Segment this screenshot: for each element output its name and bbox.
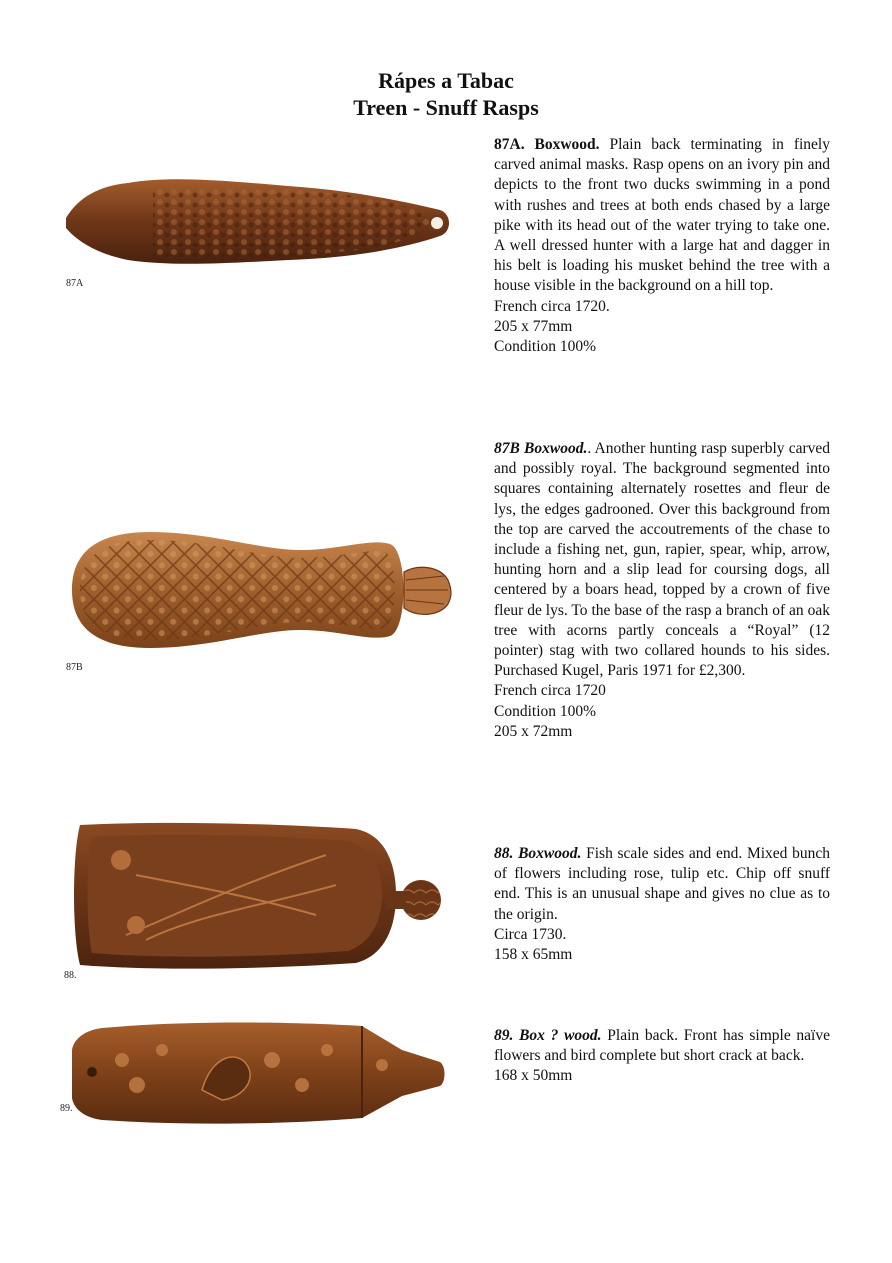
entry-88-date: Circa 1730. [494, 925, 567, 943]
snuff-rasp-88-image [66, 815, 466, 975]
entry-87b-condition: Condition 100% [494, 702, 597, 720]
entry-89-size: 168 x 50mm [494, 1067, 573, 1085]
entry-88-size: 158 x 65mm [494, 946, 573, 964]
snuff-rasp-87a-image [58, 168, 458, 278]
entry-88 [494, 844, 830, 965]
title-line-1: Rápes a Tabac [378, 68, 514, 93]
entry-87b-heading: 87B Boxwood. [494, 440, 588, 457]
label-87a: 87A [66, 278, 84, 289]
label-87b: 87B [66, 662, 83, 673]
entry-87b-size: 205 x 72mm [494, 722, 573, 740]
entry-88-heading: 88. Boxwood. [494, 845, 582, 862]
entry-89-heading: 89. Box ? wood. [494, 1027, 602, 1044]
entry-89 [494, 1026, 830, 1087]
entry-87a-origin: French circa 1720. [494, 297, 610, 315]
entry-87a [494, 135, 830, 357]
page-title [0, 67, 892, 121]
entry-87b-description: . Another hunting rasp superbly carved and possibly royal. The background segmented into squares containing alternately rosettes and fleur de lys, the edges gadrooned. Over this background from the top are carved the accoutrements of the chase to include a fishing net, gun, rapier, spear, whip, arrow, hunting horn and a slip lead for coursing dogs, all centered by a boars head, topped by a crown of five fleur de lys. To the base of the rasp a branch of an oak tree with acorns partly conceals a “Royal” (12 pointer) stag with two collared hounds to his sides. Purchased Kugel, Paris 1971 for £2,300. [494, 440, 830, 680]
entry-87b-origin: French circa 1720 [494, 682, 606, 700]
label-89: 89. [60, 1103, 73, 1114]
entry-87b [494, 439, 830, 742]
snuff-rasp-87b-image [60, 520, 460, 660]
label-88: 88. [64, 970, 77, 981]
title-line-2: Treen - Snuff Rasps [353, 95, 539, 120]
entry-87a-condition: Condition 100% [494, 338, 597, 356]
snuff-rasp-89-image [62, 1010, 462, 1135]
entry-89-description: Plain back. Front has simple naïve flowers and bird complete but short crack at back. [494, 1027, 830, 1065]
entry-87a-heading: 87A. Boxwood. [494, 136, 600, 153]
entry-87a-size: 205 x 77mm [494, 317, 573, 335]
entry-87a-description: Plain back terminating in finely carved animal masks. Rasp opens on an ivory pin and depicts to the front two ducks swimming in a pond with rushes and trees at both ends chased by a large pike with its head out of the water trying to take one. A well dressed hunter with a large hat and dagger in his belt is loading his musket behind the tree with a house visible in the background on a hill top. [494, 136, 830, 295]
entry-88-description: Fish scale sides and end. Mixed bunch of flowers including rose, tulip etc. Chip off snuff end. This is an unusual shape and gives no clue as to the origin. [494, 845, 831, 923]
